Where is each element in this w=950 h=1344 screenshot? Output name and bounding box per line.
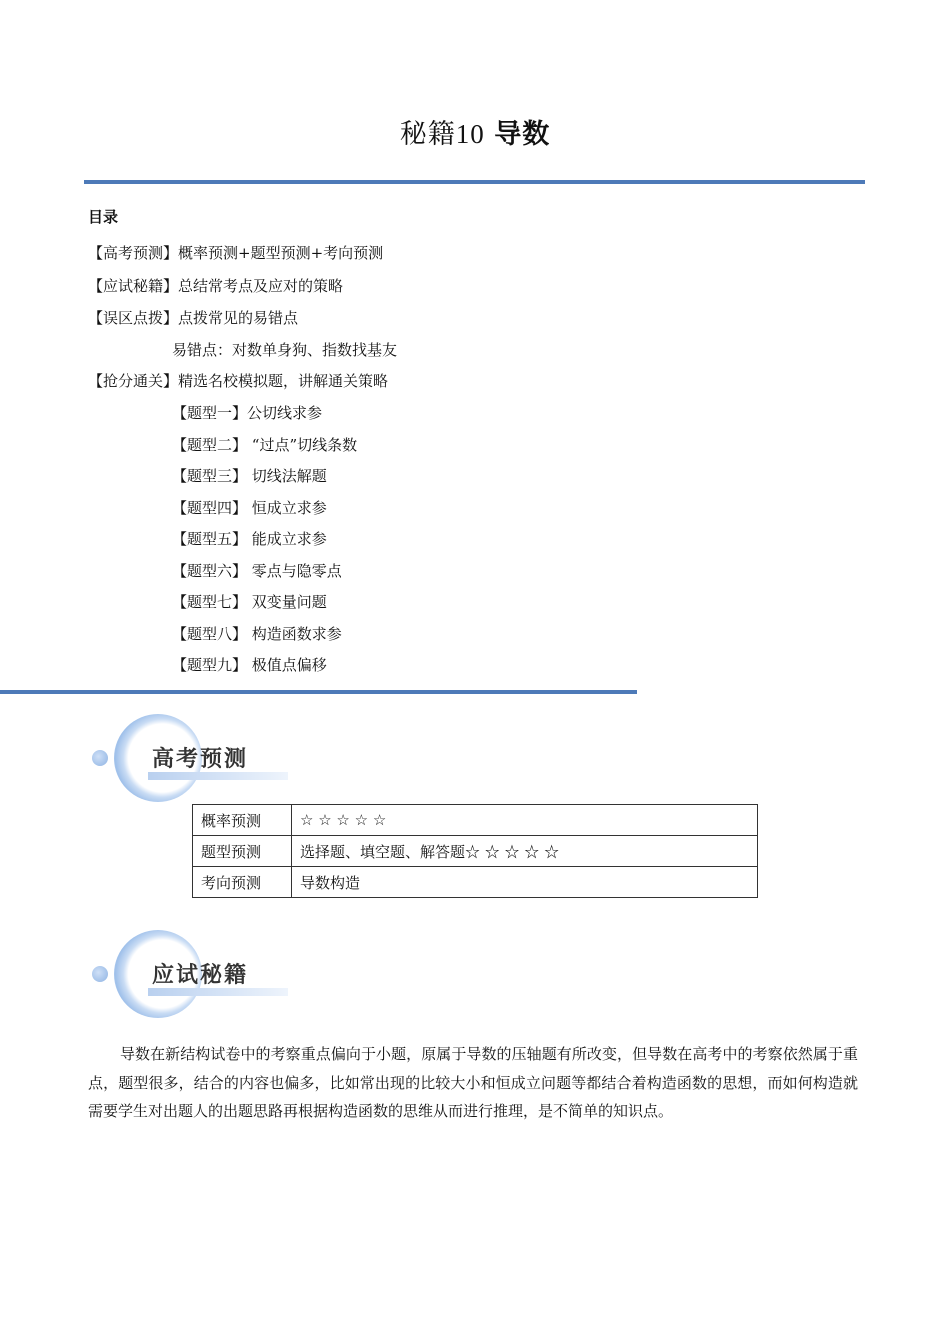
type-tag: 【题型二】	[172, 436, 248, 454]
type-tag: 【题型三】	[172, 467, 248, 485]
toc-type-item	[172, 466, 327, 486]
type-text: 公切线求参	[247, 404, 323, 422]
toc-type-item	[172, 435, 357, 455]
toc-item-text: 精选名校模拟题，讲解通关策略	[178, 372, 389, 390]
toc-type-item	[172, 655, 327, 675]
type-tag: 【题型九】	[172, 656, 248, 674]
title-subject: 导数	[494, 119, 551, 150]
row-value: 导数构造	[292, 867, 758, 898]
toc-item-tag: 【高考预测】	[88, 244, 179, 262]
toc-item-tag: 【误区点拨】	[88, 309, 179, 327]
toc-item-text: 易错点：对数单身狗、指数找基友	[172, 341, 398, 359]
toc-item	[88, 371, 388, 391]
type-tag: 【题型五】	[172, 530, 248, 548]
row-label: 概率预测	[193, 805, 292, 836]
type-tag: 【题型四】	[172, 499, 248, 517]
toc-type-item	[172, 403, 322, 423]
section-banner-strategy	[92, 930, 292, 1020]
top-divider	[84, 180, 865, 184]
toc-item-tag: 【抢分通关】	[88, 372, 179, 390]
toc-type-item	[172, 498, 327, 518]
toc-item-text: 点拨常见的易错点	[178, 309, 299, 327]
row-label: 考向预测	[193, 867, 292, 898]
type-tag: 【题型六】	[172, 562, 248, 580]
toc-item	[88, 276, 343, 296]
toc-type-item	[172, 624, 342, 644]
toc-item-text: 总结常考点及应对的策略	[178, 277, 344, 295]
type-text: 切线法解题	[251, 467, 327, 485]
section-heading: 应试秘籍	[152, 963, 249, 988]
table-row	[193, 805, 758, 836]
prediction-table	[192, 804, 758, 898]
title-prefix: 秘籍	[399, 119, 456, 150]
page-title	[0, 112, 950, 151]
banner-dot-icon	[92, 750, 108, 766]
strategy-paragraph: 导数在新结构试卷中的考察重点偏向于小题，原属于导数的压轴题有所改变，但导数在高考中的考察依然属于重点，题型很多，结合的内容也偏多，比如常出现的比较大小和恒成立问题等都结合着构造函数的思想，而如何构造就需要学生对出题人的出题思路再根据构造函数的思维从而进行推理，是不简单的知识点。	[88, 1045, 858, 1120]
toc-heading: 目录	[88, 208, 119, 226]
toc-type-item	[172, 592, 327, 612]
row-label: 题型预测	[193, 836, 292, 867]
section-divider	[0, 690, 637, 694]
banner-underline	[148, 988, 288, 996]
toc-item-tag: 【应试秘籍】	[88, 277, 179, 295]
banner-underline	[148, 772, 288, 780]
type-tag: 【题型一】	[172, 404, 248, 422]
type-text: 极值点偏移	[251, 656, 327, 674]
toc-item	[88, 308, 298, 328]
type-text: 双变量问题	[251, 593, 327, 611]
toc-item	[172, 340, 397, 360]
toc-type-item	[172, 529, 327, 549]
row-value: ☆ ☆ ☆ ☆ ☆	[292, 805, 758, 836]
type-tag: 【题型七】	[172, 593, 248, 611]
toc-type-item	[172, 561, 342, 581]
section-heading: 高考预测	[152, 747, 249, 772]
type-tag: 【题型八】	[172, 625, 248, 643]
row-value: 选择题、填空题、解答题☆ ☆ ☆ ☆ ☆	[292, 836, 758, 867]
type-text: 能成立求参	[251, 530, 327, 548]
type-text: “过点”切线条数	[251, 436, 358, 454]
table-row	[193, 867, 758, 898]
table-row	[193, 836, 758, 867]
type-text: 零点与隐零点	[251, 562, 342, 580]
toc-item-text: 概率预测+题型预测+考向预测	[178, 244, 384, 262]
title-number: 10	[455, 119, 485, 149]
type-text: 恒成立求参	[251, 499, 327, 517]
banner-dot-icon	[92, 966, 108, 982]
type-text: 构造函数求参	[251, 625, 342, 643]
section-banner-prediction	[92, 714, 292, 804]
toc-item	[88, 243, 383, 263]
